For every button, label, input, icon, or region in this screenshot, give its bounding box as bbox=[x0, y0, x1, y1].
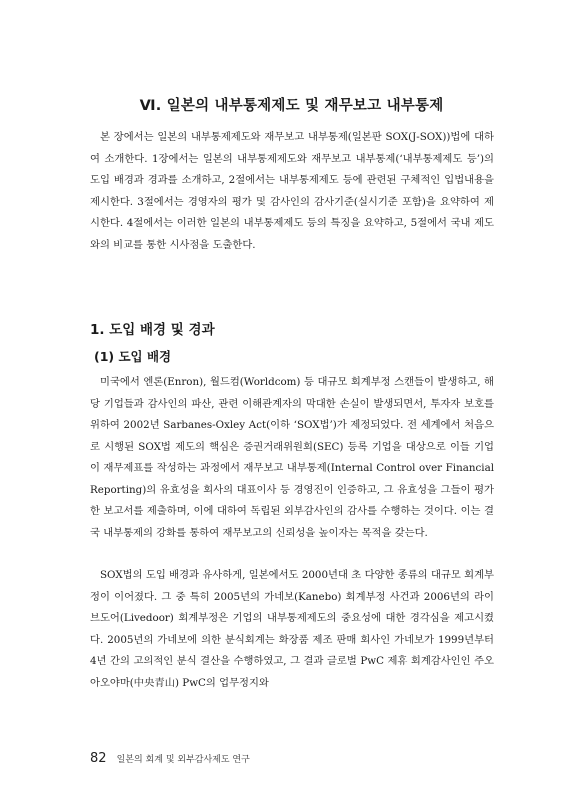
running-title: 일본의 회계 및 외부감사제도 연구 bbox=[116, 755, 250, 765]
body-paragraph-japan-scandals: SOX법의 도입 배경과 유사하게, 일본에서도 2000년대 초 다양한 종류의 대규모 회계부정이 이어졌다. 그 중 특히 2005년의 가네보(Kanebo) 회계부정 사건과 2006년의 라이브도어(Livedoor) 회계부정은 기업의 내부통제제도의 중요성에 대한 경각심을 제고시켰다. 2005년의 가네보에 의한 분식회계는 화장품 제조 판매 회사인 가네보가 1999년부터 4년 간의 고의적인 분식 결산을 수행하였고, 그 결과 글로벌 PwC 제휴 회계감사인인 주오아오야마(中央青山) PwC의 업무정지와 bbox=[90, 569, 494, 689]
subsection-heading: (1) 도입 배경 bbox=[94, 349, 172, 364]
chapter-title: Ⅵ. 일본의 내부통제제도 및 재무보고 내부통제 bbox=[139, 98, 444, 114]
body-paragraph-sox-background: 미국에서 엔론(Enron), 월드컴(Worldcom) 등 대규모 회계부정 스캔들이 발생하고, 해당 기업들과 감사인의 파산, 관련 이해관계자의 막대한 손실이 발생되면서, 투자자 보호를 위하여 2002년 Sarbanes-Oxley Act(이하 ‘SOX법’)가 제정되었다. 전 세계에서 처음으로 시행된 SOX법 제도의 핵심은 증권거래위원회(SEC) 등록 기업을 대상으로 이들 기업이 재무제표를 작성하는 과정에서 재무보고 내부통제(Internal Control over Financial Reporting)의 유효성을 회사의 대표이사 등 경영진이 인증하고, 그 유효성을 그들이 평가한 보고서를 제출하며, 이에 대하여 독립된 외부감사인의 감사를 수행하는 것이다. 이는 결국 내부통제의 강화를 통하여 재무보고의 신뢰성을 높이자는 목적을 갖는다. bbox=[90, 376, 494, 539]
page-number: 82 bbox=[90, 751, 107, 766]
intro-paragraph: 본 장에서는 일본의 내부통제제도와 재무보고 내부통제(일본판 SOX(J-SOX))법에 대하여 소개한다. 1장에서는 일본의 내부통제제도와 재무보고 내부통제(‘내부통제제도 등’)의 도입 배경과 경과를 소개하고, 2절에서는 내부통제제도 등에 관련된 구체적인 입법내용을 제시한다. 3절에서는 경영자의 평가 및 감사인의 감사기준(실시기준 포함)을 요약하여 제시한다. 4절에서는 이러한 일본의 내부통제제도 등의 특징을 요약하고, 5절에서 국내 제도와의 비교를 통한 시사점을 도출한다. bbox=[90, 131, 494, 251]
page-footer bbox=[90, 747, 250, 766]
section-heading: 1. 도입 배경 및 경과 bbox=[90, 322, 215, 338]
